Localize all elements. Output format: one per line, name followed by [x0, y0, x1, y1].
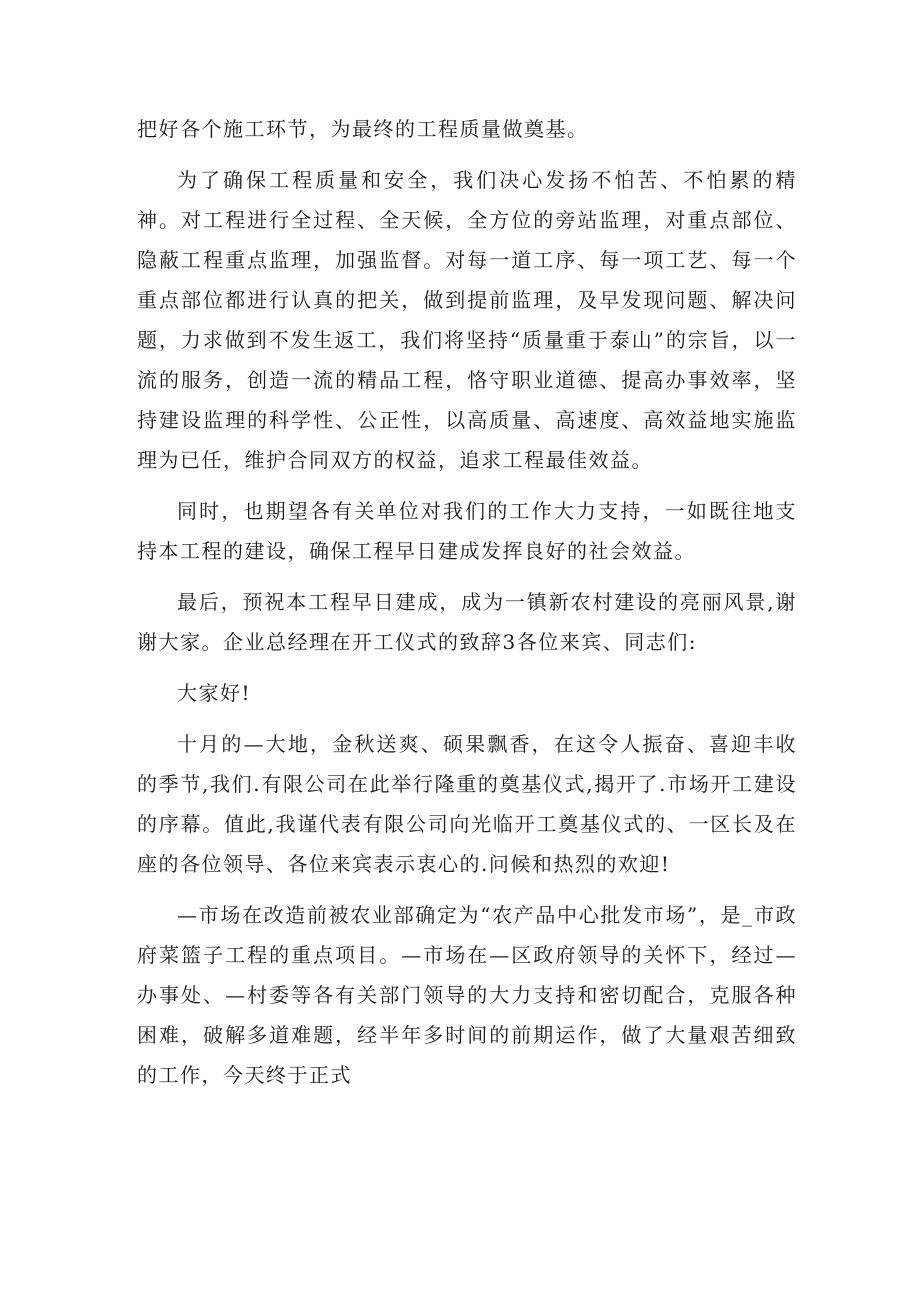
document-body: [137, 109, 797, 1106]
paragraph-october-ceremony: 十月的—大地，金秋送爽、硕果飘香，在这令人振奋、喜迎丰收的季节,我们.有限公司在此举行隆重的奠基仪式,揭开了.市场开工建设的序幕。值此,我谨代表有限公司向光临开工奠基仪式的、一区长及在座的各位领导、各位来宾表示衷心的.问候和热烈的欢迎!: [137, 732, 797, 876]
paragraph-continuation: 把好各个施工环节，为最终的工程质量做奠基。: [137, 117, 589, 141]
paragraph-closing-and-heading: 最后，预祝本工程早日建成，成为一镇新农村建设的亮丽风景,谢谢大家。企业总经理在开工仪式的致辞3各位来宾、同志们:: [137, 590, 797, 654]
paragraph-market-project: —市场在改造前被农业部确定为“农产品中心批发市场”，是_市政府菜篮子工程的重点项目。—市场在—区政府领导的关怀下，经过—办事处、—村委等各有关部门领导的大力支持和密切配合，克服各种困难，破解多道难题，经半年多时间的前期运作，做了大量艰苦细致的工作，今天终于正式: [137, 903, 797, 1087]
paragraph-greeting: 大家好!: [177, 681, 252, 705]
paragraph-quality-commitment: 为了确保工程质量和安全，我们决心发扬不怕苦、不怕累的精神。对工程进行全过程、全天候，全方位的旁站监理，对重点部位、隐蔽工程重点监理，加强监督。对每一道工序、每一项工艺、每一个重点部位都进行认真的把关，做到提前监理，及早发现问题、解决问题，力求做到不发生返工，我们将坚持“质量重于泰山”的宗旨，以一流的服务，创造一流的精品工程，恪守职业道德、提高办事效率，坚持建设监理的科学性、公正性，以高质量、高速度、高效益地实施监理为已任，维护合同双方的权益，追求工程最佳效益。: [137, 168, 797, 472]
paragraph-support-request: 同时，也期望各有关单位对我们的工作大力支持，一如既往地支持本工程的建设，确保工程早日建成发挥良好的社会效益。: [137, 499, 797, 563]
